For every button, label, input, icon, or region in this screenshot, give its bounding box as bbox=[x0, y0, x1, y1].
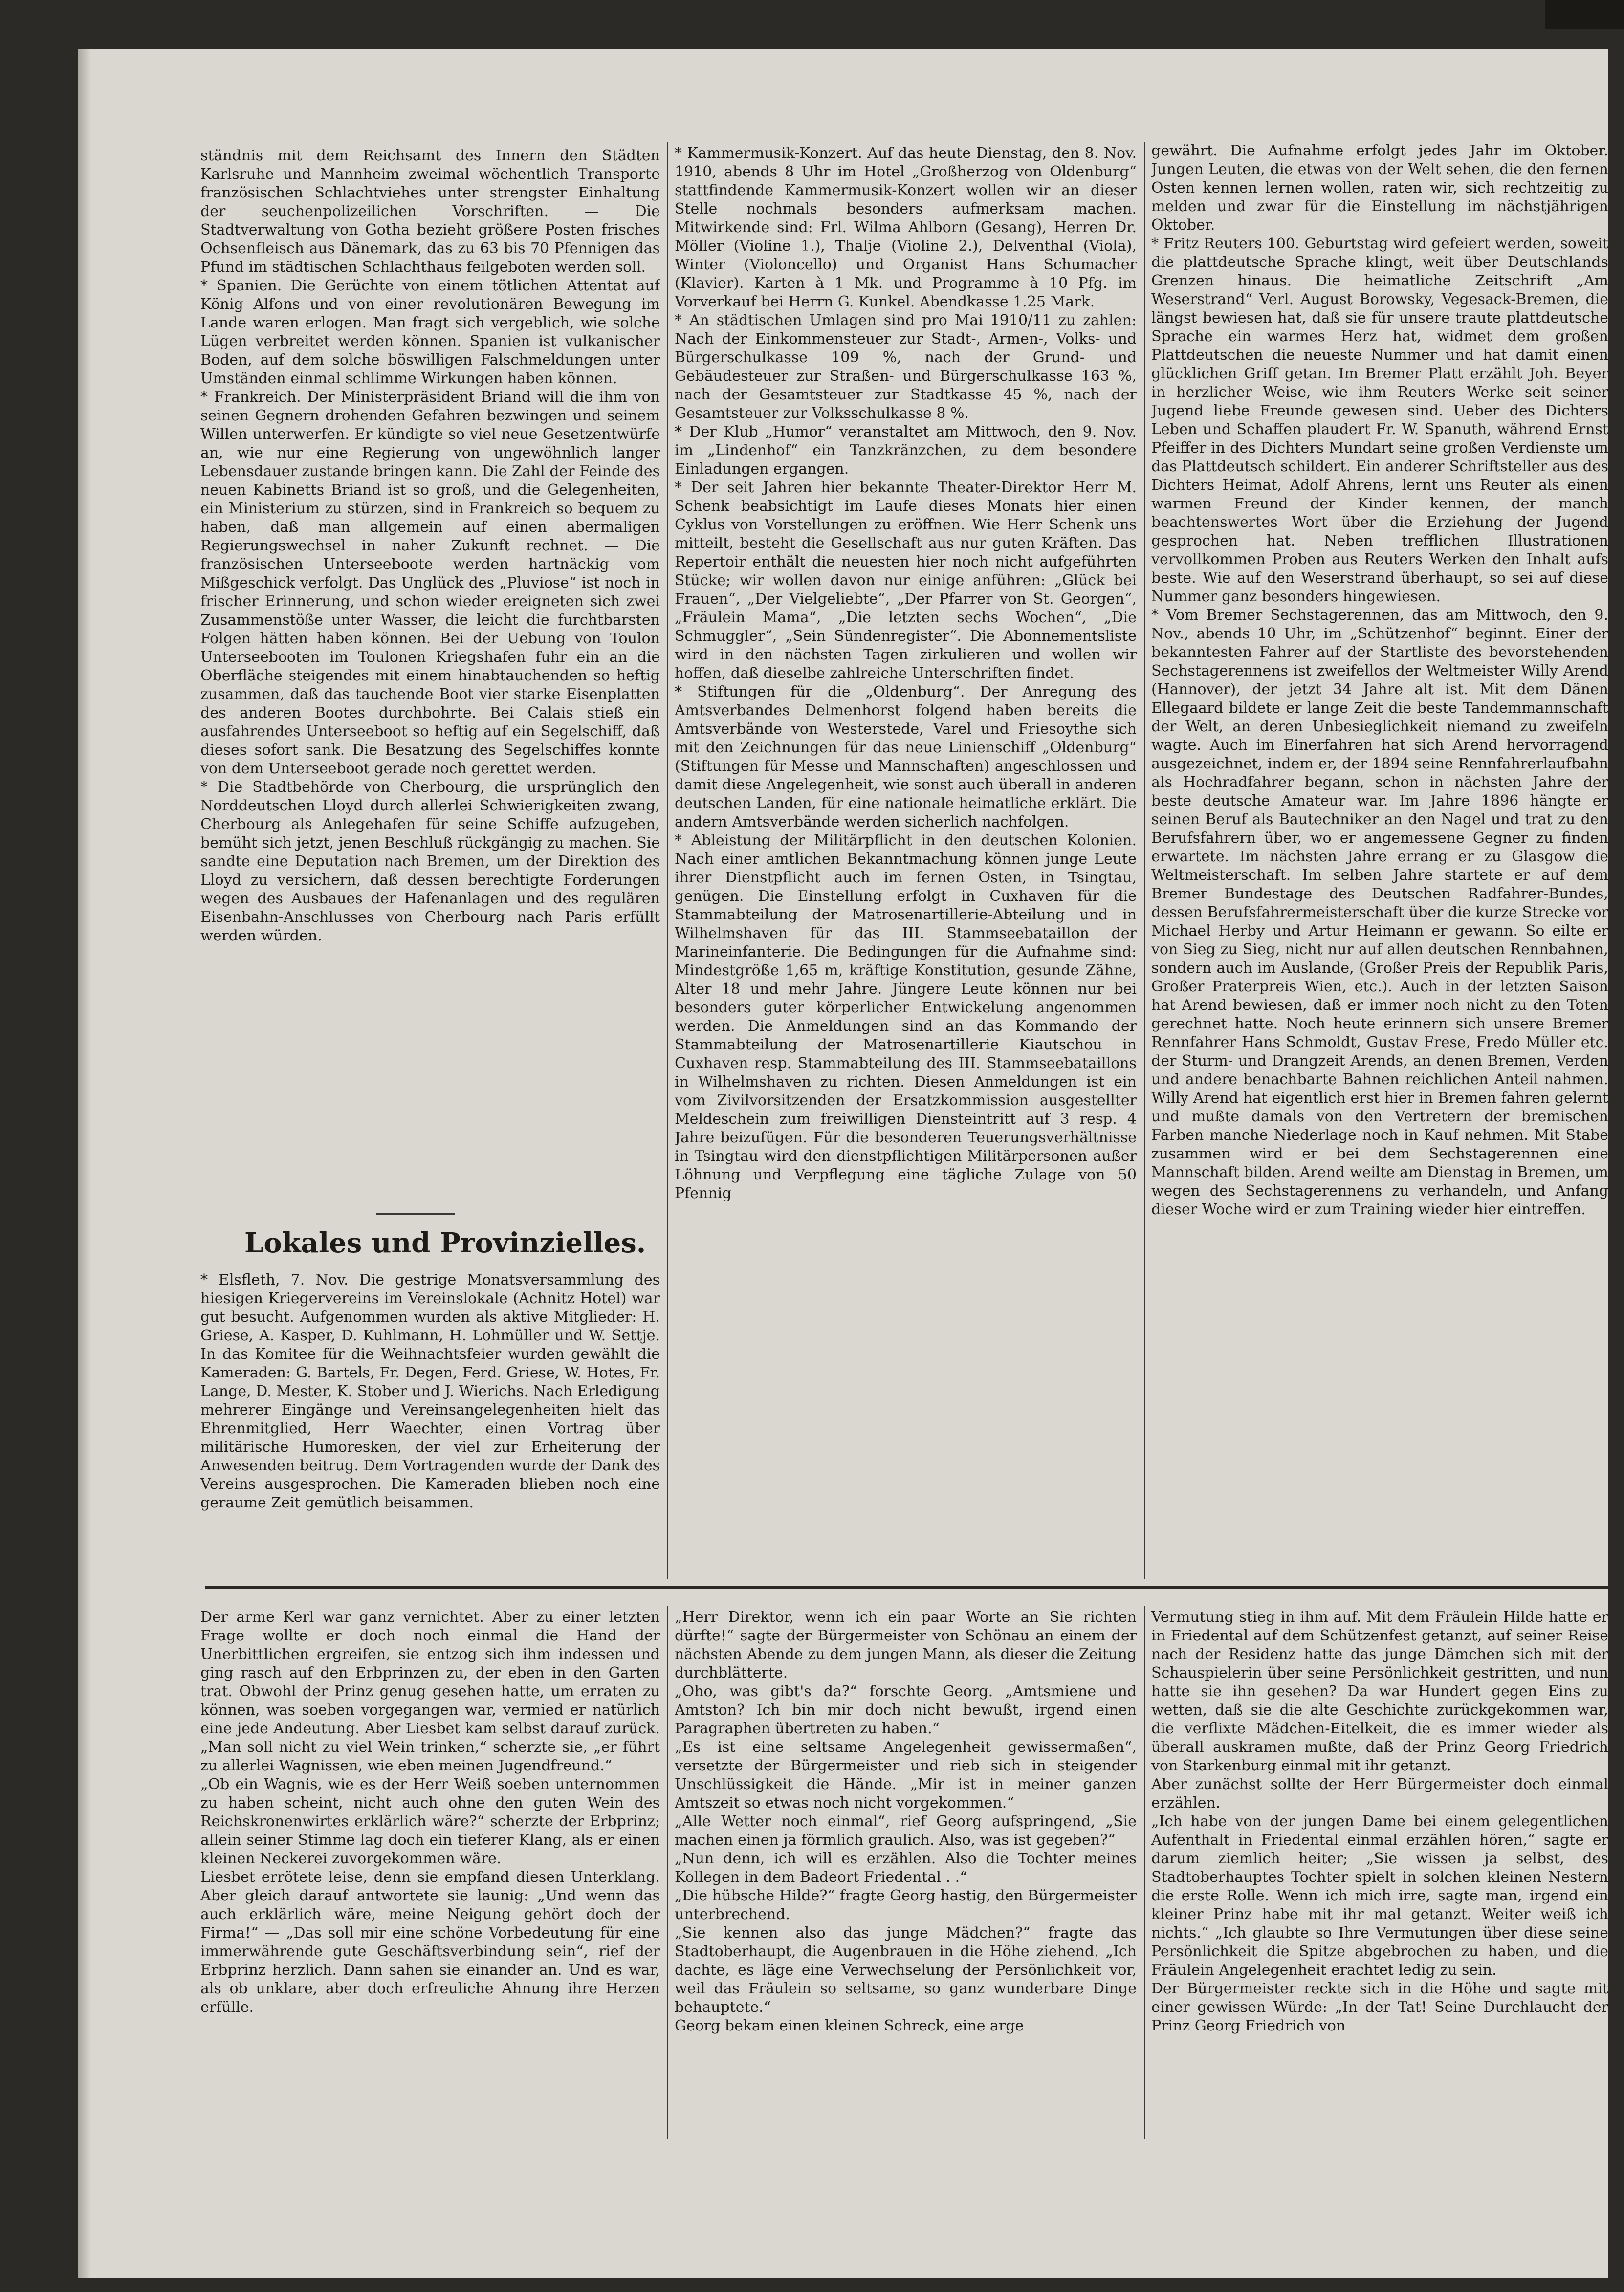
column-2-news: * Kammermusik-Konzert. Auf das heute Dienstag, den 8. Nov. 1910, abends 8 Uhr im Hotel „Großherzog von Oldenburg“ stattfindende Kammermusik-Konzert wollen wir an dieser Stelle nochmals besonders aufmerksam machen. Mitwirkende sind: Frl. Wilma Ahlborn (Gesang), Herren Dr. Möller (Violine 1.), Thalje (Violine 2.), Delventhal (Viola), Winter (Violoncello) und Organist Hans Schumacher (Klavier). Karten à 1 Mk. und Programme à 10 Pfg. im Vorverkauf bei Herrn G. Kunkel. Abendkasse 1.25 Mark. * An städtischen Umlagen sind pro Mai 1910/11 zu zahlen: Nach der Einkommensteuer zur Stadt-, Armen-, Volks- und Bürgerschulkasse 109 %, nach der Grund- und Gebäudesteuer zur Straßen- und Bürgerschulkasse 163 %, nach der Gesamtsteuer zur Stadtkasse 45 %, nach der Gesamtsteuer zur Volksschulkasse 8 %. * Der Klub „Humor“ veranstaltet am Mittwoch, den 9. Nov. im „Lindenhof“ ein Tanzkränzchen, zu dem besondere Einladungen ergangen. * Der seit Jahren hier bekannte Theater-Direktor Herr M. Schenk beabsichtigt im Laufe dieses Monats hier einen Cyklus von Vorstellungen zu eröffnen. Wie Herr Schenk uns mitteilt, besteht die Gesellschaft aus nur guten Kräften. Das Repertoir enthält die neuesten hier noch nicht aufgeführten Stücke; wir wollen davon nur einige anführen: „Glück bei Frauen“, „Der Vielgeliebte“, „Der Pfarrer von St. Georgen“, „Fräulein Mama“, „Die letzten sechs Wochen“, „Die Schmuggler“, „Sein Sündenregister“. Die Abonnementsliste wird in den nächsten Tagen zirkulieren und wollen wir hoffen, daß dieselbe zahlreiche Unterschriften findet. * Stiftungen für die „Oldenburg“. Der Anregung des Amtsverbandes Delmenhorst folgend haben bereits die Amtsverbände von Westerstede, Varel und Friesoythe sich mit den Zeichnungen für das neue Linienschiff „Oldenburg“ (Stiftungen für Messe und Mannschaften) angeschlossen und damit diese Angelegenheit, wie sonst auch überall in anderen deutschen Landen, für eine nationale heimatliche erklärt. Die andern Amtsverbände werden sicherlich nachfolgen. * Ableistung der Militärpflicht in den deutschen Kolonien. Nach einer amtlichen Bekanntmachung können junge Leute ihrer Dienstpflicht auch im fernen Osten, in Tsingtau, genügen. Die Einstellung erfolgt in Cuxhaven für die Stammabteilung der Matrosenartillerie-Abteilung und in Wilhelmshaven für das III. Stammseebataillon der Marineinfanterie. Die Bedingungen für die Aufnahme sind: Mindestgröße 1,65 m, kräftige Konstitution, gesunde Zähne, Alter 18 und mehr Jahre. Jüngere Leute können nur bei besonders guter körperlicher Entwickelung angenommen werden. Die Anmeldungen sind an das Kommando der Stammabteilung der Matrosenartillerie Kiautschou in Cuxhaven resp. Stammabteilung des III. Stammseebataillons in Wilhelmshaven zu richten. Diesen Anmeldungen ist ein vom Zivilvorsitzenden der Ersatzkommission ausgestellter Meldeschein zum freiwilligen Diensteintritt auf 3 resp. 4 Jahre beizufügen. Für die besonderen Teuerungsverhältnisse in Tsingtau wird den dienstpflichtigen Militärpersonen außer Löhnung und Verpflegung eine tägliche Zulage von 50 Pfennig bbox=[675, 145, 1137, 1202]
column-rule bbox=[1144, 142, 1145, 1579]
section-heading: Lokales und Provinzielles. bbox=[244, 1227, 646, 1259]
column-1-local-news: * Elsfleth, 7. Nov. Die gestrige Monatsversammlung des hiesigen Kriegervereins im Vereinslokale (Achnitz Hotel) war gut besucht. Aufgenommen wurden als aktive Mitglieder: H. Griese, A. Kasper, D. Kuhlmann, H. Lohmüller und W. Settje. In das Komitee für die Weihnachtsfeier wurden gewählt die Kameraden: G. Bartels, Fr. Degen, Ferd. Griese, W. Hotes, Fr. Lange, D. Mester, K. Stober und J. Wierichs. Nach Erledigung mehrerer Eingänge und Vereinsangelegenheiten hielt das Ehrenmitglied, Herr Waechter, einen Vortrag über militärische Humoresken, der viel zur Erheiterung der Anwesenden beitrug. Dem Vortragenden wurde der Dank des Vereins ausgesprochen. Die Kameraden blieben noch eine geraume Zeit gemütlich beisammen. bbox=[200, 1271, 660, 1511]
column-rule bbox=[1144, 1606, 1145, 2139]
column-1-news: ständnis mit dem Reichsamt des Innern den Städten Karlsruhe und Mannheim zweimal wöchentlich Transporte französischen Schlachtviehes unter strengster Einhaltung der seuchenpolizeilichen Vorschriften. — Die Stadtverwaltung von Gotha bezieht größere Posten frisches Ochsenfleisch aus Dänemark, das zu 63 bis 70 Pfennigen das Pfund im städtischen Schlachthaus feilgeboten werden soll. * Spanien. Die Gerüchte von einem tötlichen Attentat auf König Alfons und von einer revolutionären Bewegung im Lande waren erlogen. Man fragt sich vergeblich, wie solche Lügen verbreitet werden können. Spanien ist vulkanischer Boden, auf dem solche böswilligen Falschmeldungen unter Umständen einmal schlimme Wirkungen haben können. * Frankreich. Der Ministerpräsident Briand will die ihm von seinen Gegnern drohenden Gefahren bezwingen und seinem Willen unterwerfen. Er kündigte so viel neue Gesetzentwürfe an, wie nur eine Regierung von ungewöhnlich langer Lebensdauer zustande bringen kann. Die Zahl der Feinde des neuen Kabinetts Briand ist so groß, und die Gelegenheiten, ein Ministerium zu stürzen, sind in Frankreich so bequem zu haben, daß man allgemein auf einen abermaligen Regierungswechsel in naher Zukunft rechnet. — Die französischen Unterseeboote werden hartnäckig vom Mißgeschick verfolgt. Das Unglück des „Pluviose“ ist noch in frischer Erinnerung, und schon wieder ereigneten sich zwei Zusammenstöße unter Wasser, die leicht die furchtbarsten Folgen hätten haben können. Bei der Uebung von Toulon Unterseebooten im Toulonen Kriegshafen fuhr ein an die Oberfläche steigendes mit einem hinabtauchenden so heftig zusammen, daß das tauchende Boot vier starke Eisenplatten des anderen Bootes durchbohrte. Bei Calais stieß ein ausfahrendes Unterseeboot so heftig auf ein Segelschiff, daß dieses sofort sank. Die Besatzung des Segelschiffes konnte von dem Unterseeboot gerade noch gerettet werden. * Die Stadtbehörde von Cherbourg, die ursprünglich den Norddeutschen Lloyd durch allerlei Schwierigkeiten zwang, Cherbourg als Anlegehafen für seine Schiffe aufzugeben, bemüht sich jetzt, jenen Beschluß rückgängig zu machen. Sie sandte eine Deputation nach Bremen, um der Direktion des Lloyd zu versichern, daß dessen berechtigte Forderungen wegen des Ausbaues der Hafenanlagen und des regulären Eisenbahn-Anschlusses von Cherbourg nach Paris erfüllt werden würden. bbox=[200, 147, 660, 944]
feuilleton-column-2: „Herr Direktor, wenn ich ein paar Worte an Sie richten dürfte!“ sagte der Bürgermeister von Schönau an einem der nächsten Abende zu dem jungen Mann, als dieser die Zeitung durchblätterte. „Oho, was gibt's da?“ forschte Georg. „Amtsmiene und Amtston? Ich bin mir doch nicht bewußt, irgend einen Paragraphen übertreten zu haben.“ „Es ist eine seltsame Angelegenheit gewissermaßen“, versetzte der Bürgermeister und rieb sich in steigender Unschlüssigkeit die Hände. „Mir ist in meiner ganzen Amtszeit so etwas noch nicht vorgekommen.“ „Alle Wetter noch einmal“, rief Georg aufspringend, „Sie machen einen ja förmlich graulich. Also, was ist gegeben?“ „Nun denn, ich will es erzählen. Also die Tochter meines Kollegen in dem Badeort Friedental . .“ „Die hübsche Hilde?“ fragte Georg hastig, den Bürgermeister unterbrechend. „Sie kennen also das junge Mädchen?“ fragte das Stadtoberhaupt, die Augenbrauen in die Höhe ziehend. „Ich dachte, es läge eine Verwechselung der Persönlichkeit vor, weil das Fräulein so seltsame, so ganz wunderbare Dinge behauptete.“ Georg bekam einen kleinen Schreck, eine arge bbox=[675, 1609, 1137, 2034]
column-3-news: gewährt. Die Aufnahme erfolgt jedes Jahr im Oktober. Jungen Leuten, die etwas von der Welt sehen, die den fernen Osten kennen lernen wollen, raten wir, sich rechtzeitig zu melden und zwar für die Einstellung im nächstjährigen Oktober. * Fritz Reuters 100. Geburtstag wird gefeiert werden, soweit die plattdeutsche Sprache klingt, weit über Deutschlands Grenzen hinaus. Die heimatliche Zeitschrift „Am Weserstrand“ Verl. August Borowsky, Vegesack-Bremen, die längst bewiesen hat, daß sie für unsere traute plattdeutsche Sprache ein warmes Herz hat, widmet dem großen Plattdeutschen die neueste Nummer und hat damit einen glücklichen Griff getan. Im Bremer Platt erzählt Joh. Beyer in herzlicher Weise, wie ihm Reuters Werke seit seiner Jugend liebe Freunde gewesen sind. Ueber des Dichters Leben und Schaffen plaudert Fr. W. Spanuth, während Ernst Pfeiffer in des Dichters Mundart seine großen Verdienste um das Plattdeutsch schildert. Ein anderer Schriftsteller aus des Dichters Heimat, Adolf Ahrens, lernt uns Reuter als einen warmen Freund der Kinder kennen, der manch beachtenswertes Wort über die Erziehung der Jugend gesprochen hat. Neben trefflichen Illustrationen vervollkommen Proben aus Reuters Werken den Inhalt aufs beste. Wie auf den Weserstrand überhaupt, so sei auf diese Nummer ganz besonders hingewiesen. * Vom Bremer Sechstagerennen, das am Mittwoch, den 9. Nov., abends 10 Uhr, im „Schützenhof“ beginnt. Einer der bekanntesten Fahrer auf der Startliste des bevorstehenden Sechstagerennens ist zweifellos der Weltmeister Willy Arend (Hannover), der jetzt 34 Jahre alt ist. Mit dem Dänen Ellegaard bildete er lange Zeit die beste Tandemmannschaft der Welt, an deren Unbesieglichkeit niemand zu zweifeln wagte. Auch im Einerfahren hat sich Arend hervorragend ausgezeichnet, indem er, der 1894 seine Rennfahrerlaufbahn als Hochradfahrer begann, schon in nächsten Jahre der beste deutsche Amateur war. Im Jahre 1896 hängte er seinen Beruf als Bautechniker an den Nagel und trat zu den Berufsfahrern über, wo er angemessene Gegner zu finden erwartete. Im nächsten Jahre errang er zu Glasgow die Weltmeisterschaft. Im selben Jahre startete er auf dem Bremer Bundestage des Deutschen Radfahrer-Bundes, dessen Berufsfahrermeisterschaft über die kurze Strecke vor Michael Herby und Artur Heimann er gewann. So eilte er von Sieg zu Sieg, nicht nur auf allen deutschen Rennbahnen, sondern auch im Auslande, (Großer Preis der Republik Paris, Großer Praterpreis Wien, etc.). Auch in der letzten Saison hat Arend bewiesen, daß er immer noch nicht zu den Toten gerechnet hatte. Noch heute erinnern sich unsere Bremer Rennfahrer Hans Schmoldt, Gustav Frese, Fredo Müller etc. der Sturm- und Drangzeit Arends, an denen Bremen, Verden und andere benachbarte Bahnen reichlichen Anteil nahmen. Willy Arend hat eigentlich erst hier in Bremen fahren gelernt und mußte damals von den Vertretern der bremischen Farben manche Niederlage noch in Kauf nehmen. Mit Stabe zusammen wird er bei dem Sechstagerennen eine Mannschaft bilden. Arend weilte am Dienstag in Bremen, um wegen des Sechstagerennens zu verhandeln, und Anfang dieser Woche wird er zum Training wieder hier eintreffen. bbox=[1151, 142, 1608, 1218]
page-spine-shadow bbox=[78, 49, 91, 2278]
column-rule bbox=[667, 1606, 668, 2139]
column-rule bbox=[667, 142, 668, 1579]
feuilleton-column-3: Vermutung stieg in ihm auf. Mit dem Fräulein Hilde hatte er in Friedental auf dem Schützenfest getanzt, auf seiner Reise nach der Residenz hatte das junge Dämchen sich mit der Schauspielerin über seine Persönlichkeit gestritten, und nun hatte sie ihn gesehen? Da war Hundert gegen Eins zu wetten, daß sie die alte Geschichte zurückgekommen war, die verflixte Mädchen-Eitelkeit, die es immer wieder als überall auskramen mußte, daß der Prinz Georg Friedrich von Starkenburg einmal mit ihr getanzt. Aber zunächst sollte der Herr Bürgermeister doch einmal erzählen. „Ich habe von der jungen Dame bei einem gelegentlichen Aufenthalt in Friedental einmal erzählen hören,“ sagte er darum ziemlich heiter; „Sie wissen ja selbst, des Stadtoberhauptes Tochter spielt in solchen kleinen Nestern die erste Rolle. Wenn ich mich irre, sagte man, irgend ein kleiner Prinz habe mit ihr mal getanzt. Weiter weiß ich nichts.“ „Ich glaubte so Ihre Vermutungen über diese seine Persönlichkeit die Spitze abgebrochen zu haben, und die Fräulein Angelegenheit erachtet ledig zu sein. Der Bürgermeister reckte sich in die Höhe und sagte mit einer gewissen Würde: „In der Tat! Seine Durchlaucht der Prinz Georg Friedrich von bbox=[1151, 1609, 1608, 2034]
scan-edge bbox=[1545, 0, 1624, 29]
section-divider bbox=[376, 1213, 455, 1215]
feuilleton-column-1: Der arme Kerl war ganz vernichtet. Aber zu einer letzten Frage wollte er doch noch einmal die Hand der Unerbittlichen ergreifen, sie entzog sich ihm indessen und ging rasch auf den Erbprinzen zu, der eben in den Garten trat. Obwohl der Prinz genug gesehen hatte, um erraten zu können, was soeben vorgegangen war, vermied er natürlich eine jede Andeutung. Aber Liesbet kam selbst darauf zurück. „Man soll nicht zu viel Wein trinken,“ scherzte sie, „er führt zu allerlei Wagnissen, wie eben meinen Jugendfreund.“ „Ob ein Wagnis, wie es der Herr Weiß soeben unternommen zu haben scheint, nicht auch ohne den guten Wein des Reichskronenwirtes erklärlich wäre?“ scherzte der Erbprinz; allein seiner Stimme lag doch ein tieferer Klang, als er einen kleinen Neckerei zuvorgekommen wäre. Liesbet errötete leise, denn sie empfand diesen Unterklang. Aber gleich darauf antwortete sie launig: „Und wenn das auch erklärlich wäre, meine Neigung gehört doch der Firma!“ — „Das soll mir eine schöne Vorbedeutung für eine immerwährende gute Geschäftsverbindung sein“, rief der Erbprinz herzlich. Dann sahen sie einander an. Und es war, als ob unklare, aber doch erfreuliche Ahnung ihre Herzen erfülle. bbox=[200, 1609, 660, 2016]
feuilleton-divider bbox=[205, 1586, 1608, 1589]
